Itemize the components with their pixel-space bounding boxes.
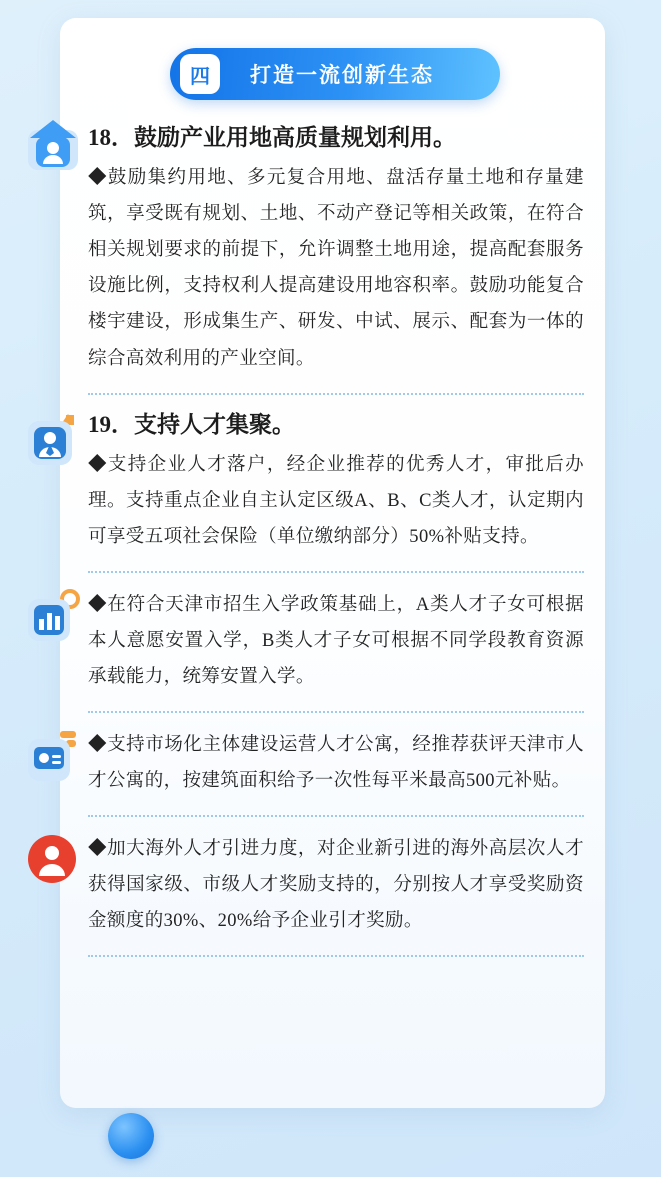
section-item-19-2 (88, 587, 584, 713)
section-item-19 (88, 409, 584, 573)
section-19-body: ◆支持企业人才落户，经企业推荐的优秀人才，审批后办理。支持重点企业自主认定区级A、B、C类人才，认定期内可享受五项社会保险（单位缴纳部分）50%补贴支持。 (88, 454, 584, 547)
section-item-18 (88, 118, 584, 395)
section-header-banner (170, 48, 500, 100)
section-19-2-body: ◆在符合天津市招生入学政策基础上，A类人才子女可根据本人意愿安置入学，B类人才子女可根据不同学段教育资源承载能力，统筹安置入学。 (88, 594, 584, 688)
section-19-4-body: ◆加大海外人才引进力度，对企业新引进的海外高层次人才获得国家级、市级人才奖励支持的，分别按人才享受奖励资金额度的30%、20%给予企业引才奖励。 (88, 839, 584, 932)
section-item-19-4 (88, 831, 584, 957)
section-19-title: 19．支持人才集聚。 (88, 411, 295, 437)
person-badge-icon (26, 413, 80, 467)
section-18-body: ◆鼓励集约用地、多元复合用地、盘活存量土地和存量建筑，享受既有规划、土地、不动产登记等相关政策，在符合相关规划要求的前提下，允许调整土地用途，提高配套服务设施比例，支持权利人提高建设用地容积率。鼓励功能复合楼宇建设，形成集生产、研发、中试、展示、配套为一体的综合高效利用的产业空间。 (88, 168, 584, 369)
section-number: 四 (180, 54, 220, 94)
wallet-card-icon (26, 729, 80, 783)
divider (88, 955, 584, 957)
divider (88, 571, 584, 573)
divider (88, 711, 584, 713)
divider (88, 393, 584, 395)
divider (88, 815, 584, 817)
section-title: 打造一流创新生态 (250, 64, 434, 87)
house-person-icon (26, 118, 80, 172)
section-19-3-body: ◆支持市场化主体建设运营人才公寓，经推荐获评天津市人才公寓的，按建筑面积给予一次性每平米最高500元补贴。 (88, 735, 584, 792)
person-circle-icon (26, 831, 80, 885)
bar-chart-icon (26, 589, 80, 643)
sections-container (88, 118, 584, 971)
section-item-19-3 (88, 727, 584, 817)
section-18-title: 18．鼓励产业用地高质量规划利用。 (88, 125, 456, 150)
decorative-dot (108, 1113, 154, 1159)
